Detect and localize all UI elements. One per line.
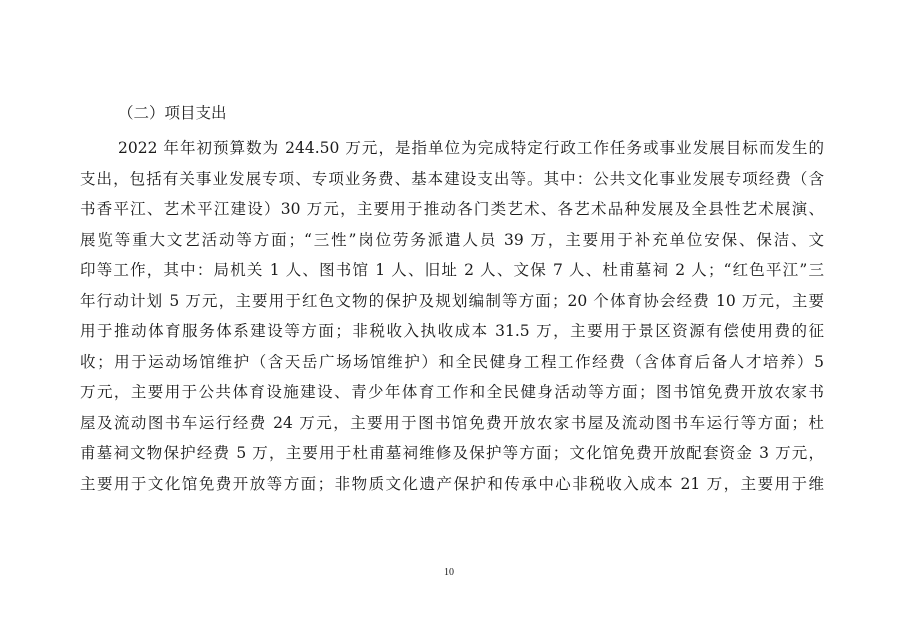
section-heading: （二）项目支出 [118,104,227,122]
paragraph-line: 甫墓祠文物保护经费 5 万，主要用于杜甫墓祠维修及保护等方面；文化馆免费开放配套资金 3 万元， [80,444,824,462]
paragraph-line: 收；用于运动场馆维护（含天岳广场场馆维护）和全民健身工程工作经费（含体育后备人才培养）5 [80,352,824,371]
page-number: 10 [444,567,454,578]
body-paragraph [80,133,824,499]
paragraph-line: 书香平江、艺术平江建设）30 万元，主要用于推动各门类艺术、各艺术品种发展及全县性艺术展演、 [80,200,824,218]
paragraph-line: 屋及流动图书车运行经费 24 万元，主要用于图书馆免费开放农家书屋及流动图书车运行等方面；杜 [80,413,824,432]
paragraph-line: 2022 年年初预算数为 244.50 万元，是指单位为完成特定行政工作任务或事业发展目标而发生的 [118,139,824,157]
paragraph-line: 用于推动体育服务体系建设等方面；非税收入执收成本 31.5 万，主要用于景区资源有偿使用费的征 [80,322,824,340]
paragraph-line: 万元，主要用于公共体育设施建设、青少年体育工作和全民健身活动等方面；图书馆免费开放农家书 [80,383,824,401]
paragraph-line: 主要用于文化馆免费开放等方面；非物质文化遗产保护和传承中心非税收入成本 21 万，主要用于维 [80,474,824,493]
paragraph-line: 年行动计划 5 万元，主要用于红色文物的保护及规划编制等方面；20 个体育协会经费 10 万元，主要 [80,291,824,310]
paragraph-line: 支出，包括有关事业发展专项、专项业务费、基本建设支出等。其中：公共文化事业发展专项经费（含 [80,169,824,188]
paragraph-line: 展览等重大文艺活动等方面；“三性”岗位劳务派遣人员 39 万，主要用于补充单位安保、保洁、文 [80,230,824,249]
paragraph-line: 印等工作，其中：局机关 1 人、图书馆 1 人、旧址 2 人、文保 7 人、杜甫墓祠 2 人；“红色平江”三 [80,261,824,279]
